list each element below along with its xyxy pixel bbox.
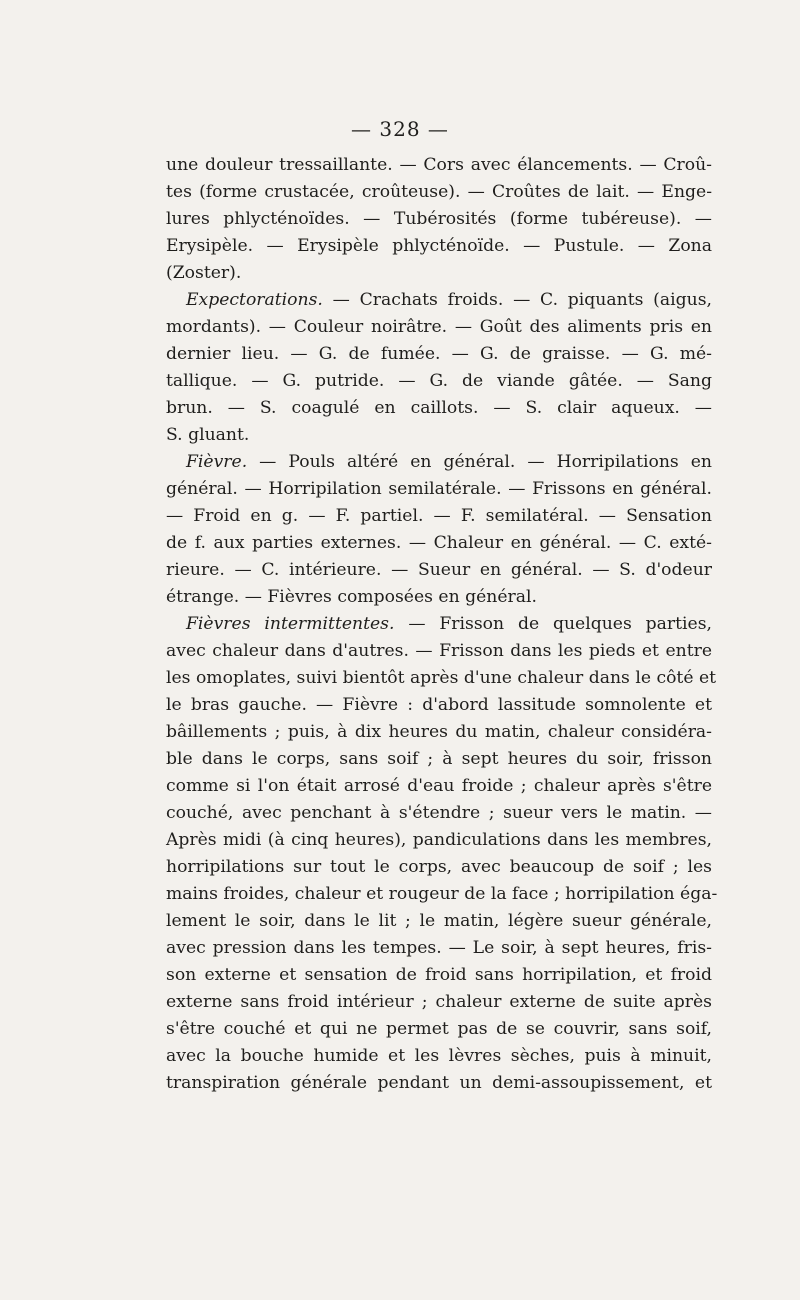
section-title: Fièvre. <box>186 452 248 472</box>
text-line: une douleur tressaillante. — Cors avec élancements. — Croû- <box>166 155 712 175</box>
text-line: brun. — S. coagulé en caillots. — S. clair aqueux. — <box>166 398 712 418</box>
text-segment: — Crachats froids. — C. piquants (aigus, <box>322 290 712 310</box>
paragraph-first-line <box>166 287 712 314</box>
text-line: comme si l'on était arrosé d'eau froide ; chaleur après s'être <box>166 776 712 796</box>
text-line: lement le soir, dans le lit ; le matin, légère sueur générale, <box>166 911 712 931</box>
text-line: Erysipèle. — Erysipèle phlycténoïde. — Pustule. — Zona <box>166 236 712 256</box>
page-number: — 328 — <box>351 117 449 141</box>
body-text <box>166 152 718 1097</box>
text-line: son externe et sensation de froid sans horripilation, et froid <box>166 965 712 985</box>
text-line: horripilations sur tout le corps, avec beaucoup de soif ; les <box>166 857 712 877</box>
text-line: rieure. — C. intérieure. — Sueur en général. — S. d'odeur <box>166 560 712 580</box>
text-line: mordants). — Couleur noirâtre. — Goût des aliments pris en <box>166 317 712 337</box>
text-line: transpiration générale pendant un demi-assoupissement, et <box>166 1073 712 1093</box>
text-line: avec chaleur dans d'autres. — Frisson dans les pieds et entre <box>166 641 712 661</box>
text-line: dernier lieu. — G. de fumée. — G. de graisse. — G. mé- <box>166 344 712 364</box>
text-line: étrange. — Fièvres composées en général. <box>166 587 537 607</box>
text-line: S. gluant. <box>166 425 250 445</box>
text-line: avec la bouche humide et les lèvres sèches, puis à minuit, <box>166 1046 712 1066</box>
text-line: le bras gauche. — Fièvre : d'abord lassitude somnolente et <box>166 695 712 715</box>
text-line: lures phlycténoïdes. — Tubérosités (forme tubéreuse). — <box>166 209 712 229</box>
section-title: Expectorations. <box>186 290 323 310</box>
text-line: avec pression dans les tempes. — Le soir, à sept heures, fris- <box>166 938 712 958</box>
text-line: (Zoster). <box>166 263 242 283</box>
text-line: mains froides, chaleur et rougeur de la face ; horripilation éga- <box>166 884 718 904</box>
text-line: tes (forme crustacée, croûteuse). — Croûtes de lait. — Enge- <box>166 182 712 202</box>
text-segment: — Pouls altéré en général. — Horripilations en <box>247 452 712 472</box>
text-line: bâillements ; puis, à dix heures du matin, chaleur considéra- <box>166 722 712 742</box>
text-line: externe sans froid intérieur ; chaleur externe de suite après <box>166 992 712 1012</box>
text-line: s'être couché et qui ne permet pas de se couvrir, sans soif, <box>166 1019 712 1039</box>
text-line: général. — Horripilation semilatérale. — Frissons en général. <box>166 479 712 499</box>
text-line: Après midi (à cinq heures), pandiculations dans les membres, <box>166 830 712 850</box>
text-line: couché, avec penchant à s'étendre ; sueur vers le matin. — <box>166 803 712 823</box>
paragraph-first-line <box>166 449 712 476</box>
text-segment: — Frisson de quelques parties, <box>394 614 712 634</box>
text-line: — Froid en g. — F. partiel. — F. semilatéral. — Sensation <box>166 506 712 526</box>
text-line: tallique. — G. putride. — G. de viande gâtée. — Sang <box>166 371 712 391</box>
text-line: ble dans le corps, sans soif ; à sept heures du soir, frisson <box>166 749 712 769</box>
section-title: Fièvres intermittentes. <box>186 614 395 634</box>
text-line: de f. aux parties externes. — Chaleur en général. — C. exté- <box>166 533 712 553</box>
paragraph-first-line <box>166 611 712 638</box>
text-line: les omoplates, suivi bientôt après d'une chaleur dans le côté et <box>166 668 717 688</box>
